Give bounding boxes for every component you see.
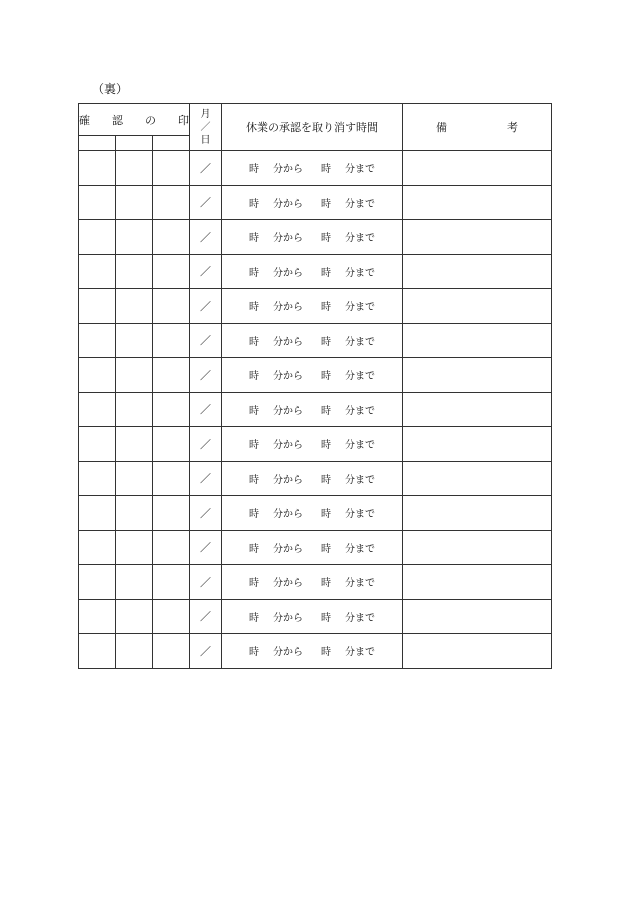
time-range-cell[interactable] — [222, 634, 403, 669]
minutes-from-label: 分から — [273, 164, 303, 176]
table-row — [79, 427, 552, 462]
hour-label: 時 — [321, 474, 331, 486]
table-row — [79, 496, 552, 531]
minutes-from-label: 分から — [273, 647, 303, 659]
seal-cell[interactable] — [116, 151, 153, 186]
hour-label: 時 — [321, 198, 331, 210]
remarks-cell[interactable] — [403, 496, 552, 531]
minutes-until-label: 分まで — [345, 336, 375, 348]
confirm-char: 認 — [112, 113, 123, 127]
time-range-cell[interactable] — [222, 151, 403, 186]
minutes-from-label: 分から — [273, 543, 303, 555]
date-cell[interactable]: ／ — [190, 185, 222, 220]
minutes-until-label: 分まで — [345, 647, 375, 659]
seal-cell[interactable] — [153, 220, 190, 255]
seal-cell[interactable] — [153, 151, 190, 186]
hour-label: 時 — [249, 578, 259, 590]
seal-cell[interactable] — [153, 496, 190, 531]
remarks-cell[interactable] — [403, 530, 552, 565]
hour-label: 時 — [249, 612, 259, 624]
time-range-cell[interactable] — [222, 599, 403, 634]
table-row — [79, 254, 552, 289]
hour-label: 時 — [249, 440, 259, 452]
minutes-from-label: 分から — [273, 267, 303, 279]
time-range-cell[interactable] — [222, 565, 403, 600]
hour-label: 時 — [249, 164, 259, 176]
seal-cell[interactable] — [116, 185, 153, 220]
header-row — [79, 104, 552, 136]
hour-label: 時 — [249, 233, 259, 245]
hour-label: 時 — [249, 267, 259, 279]
minutes-until-label: 分まで — [345, 509, 375, 521]
minutes-from-label: 分から — [273, 440, 303, 452]
time-range-cell[interactable] — [222, 358, 403, 393]
hour-label: 時 — [321, 302, 331, 314]
seal-cell[interactable] — [79, 634, 116, 669]
seal-cell[interactable] — [116, 496, 153, 531]
seal-cell[interactable] — [153, 323, 190, 358]
hour-label: 時 — [321, 164, 331, 176]
day-label: 日 — [200, 134, 211, 146]
minutes-until-label: 分まで — [345, 440, 375, 452]
minutes-from-label: 分から — [273, 302, 303, 314]
minutes-until-label: 分まで — [345, 612, 375, 624]
time-range-cell[interactable] — [222, 254, 403, 289]
hour-label: 時 — [321, 405, 331, 417]
seal-cell[interactable] — [116, 461, 153, 496]
seal-cell[interactable] — [79, 185, 116, 220]
date-cell[interactable]: ／ — [190, 461, 222, 496]
time-range-cell[interactable] — [222, 185, 403, 220]
seal-cell[interactable] — [116, 565, 153, 600]
seal-cell[interactable] — [79, 496, 116, 531]
time-range-cell[interactable] — [222, 220, 403, 255]
hour-label: 時 — [321, 440, 331, 452]
seal-cell[interactable] — [79, 461, 116, 496]
minutes-until-label: 分まで — [345, 198, 375, 210]
seal-cell[interactable] — [116, 530, 153, 565]
seal-cell[interactable] — [153, 358, 190, 393]
remarks-cell[interactable] — [403, 289, 552, 324]
hour-label: 時 — [321, 578, 331, 590]
seal-cell[interactable] — [116, 323, 153, 358]
remarks-cell[interactable] — [403, 220, 552, 255]
date-cell[interactable]: ／ — [190, 530, 222, 565]
seal-cell[interactable] — [116, 392, 153, 427]
time-range-cell[interactable] — [222, 496, 403, 531]
seal-cell[interactable] — [153, 392, 190, 427]
minutes-from-label: 分から — [273, 233, 303, 245]
seal-subheader-cell — [79, 136, 116, 151]
time-range-cell[interactable] — [222, 289, 403, 324]
minutes-from-label: 分から — [273, 405, 303, 417]
slash-label: ／ — [200, 121, 211, 133]
hour-label: 時 — [249, 302, 259, 314]
seal-cell[interactable] — [79, 392, 116, 427]
hour-label: 時 — [321, 612, 331, 624]
seal-cell[interactable] — [153, 599, 190, 634]
date-cell[interactable]: ／ — [190, 565, 222, 600]
table-row — [79, 323, 552, 358]
cancel-time-header: 休業の承認を取り消す時間 — [222, 104, 403, 151]
minutes-until-label: 分まで — [345, 233, 375, 245]
seal-cell[interactable] — [79, 289, 116, 324]
minutes-until-label: 分まで — [345, 578, 375, 590]
table-row — [79, 392, 552, 427]
remarks-cell[interactable] — [403, 599, 552, 634]
seal-subheader-cell — [116, 136, 153, 151]
remarks-cell[interactable] — [403, 358, 552, 393]
seal-cell[interactable] — [153, 461, 190, 496]
cancellation-record-table — [78, 103, 552, 669]
seal-cell[interactable] — [116, 220, 153, 255]
time-range-cell[interactable] — [222, 427, 403, 462]
table-row — [79, 565, 552, 600]
date-cell[interactable]: ／ — [190, 151, 222, 186]
seal-cell[interactable] — [153, 289, 190, 324]
table-row — [79, 220, 552, 255]
minutes-from-label: 分から — [273, 578, 303, 590]
seal-cell[interactable] — [79, 599, 116, 634]
time-range-cell[interactable] — [222, 323, 403, 358]
seal-cell[interactable] — [116, 358, 153, 393]
remarks-cell[interactable] — [403, 151, 552, 186]
seal-cell[interactable] — [79, 323, 116, 358]
seal-cell[interactable] — [116, 427, 153, 462]
hour-label: 時 — [249, 647, 259, 659]
time-range-cell[interactable] — [222, 392, 403, 427]
remarks-cell[interactable] — [403, 565, 552, 600]
seal-cell[interactable] — [153, 185, 190, 220]
minutes-from-label: 分から — [273, 371, 303, 383]
date-cell[interactable]: ／ — [190, 496, 222, 531]
table-row — [79, 634, 552, 669]
seal-cell[interactable] — [153, 254, 190, 289]
minutes-from-label: 分から — [273, 612, 303, 624]
minutes-from-label: 分から — [273, 336, 303, 348]
hour-label: 時 — [321, 509, 331, 521]
hour-label: 時 — [249, 405, 259, 417]
remarks-cell[interactable] — [403, 427, 552, 462]
seal-cell[interactable] — [79, 565, 116, 600]
seal-cell[interactable] — [79, 151, 116, 186]
confirm-seal-header — [79, 104, 190, 136]
remarks-cell[interactable] — [403, 634, 552, 669]
table-row — [79, 151, 552, 186]
minutes-until-label: 分まで — [345, 302, 375, 314]
seal-cell[interactable] — [79, 358, 116, 393]
time-range-cell[interactable] — [222, 461, 403, 496]
table-row — [79, 185, 552, 220]
remarks-cell[interactable] — [403, 323, 552, 358]
table-row — [79, 599, 552, 634]
hour-label: 時 — [321, 647, 331, 659]
date-cell[interactable]: ／ — [190, 220, 222, 255]
minutes-until-label: 分まで — [345, 543, 375, 555]
remarks-cell[interactable] — [403, 185, 552, 220]
minutes-until-label: 分まで — [345, 405, 375, 417]
seal-cell[interactable] — [153, 427, 190, 462]
minutes-from-label: 分から — [273, 509, 303, 521]
table-row — [79, 461, 552, 496]
remarks-cell[interactable] — [403, 392, 552, 427]
date-cell[interactable]: ／ — [190, 254, 222, 289]
hour-label: 時 — [321, 543, 331, 555]
date-cell[interactable]: ／ — [190, 289, 222, 324]
seal-cell[interactable] — [116, 289, 153, 324]
hour-label: 時 — [249, 198, 259, 210]
minutes-until-label: 分まで — [345, 164, 375, 176]
seal-cell[interactable] — [116, 599, 153, 634]
seal-subheader-cell — [153, 136, 190, 151]
confirm-char: 印 — [178, 113, 189, 127]
date-cell[interactable]: ／ — [190, 392, 222, 427]
hour-label: 時 — [249, 509, 259, 521]
hour-label: 時 — [321, 233, 331, 245]
date-cell[interactable]: ／ — [190, 427, 222, 462]
hour-label: 時 — [321, 336, 331, 348]
minutes-from-label: 分から — [273, 198, 303, 210]
time-range-cell[interactable] — [222, 530, 403, 565]
table-row — [79, 530, 552, 565]
month-label: 月 — [200, 108, 211, 120]
confirm-char: 確 — [79, 113, 90, 127]
date-cell[interactable]: ／ — [190, 358, 222, 393]
hour-label: 時 — [249, 371, 259, 383]
seal-cell[interactable] — [79, 530, 116, 565]
remarks-header — [403, 104, 552, 151]
date-cell[interactable]: ／ — [190, 323, 222, 358]
remarks-char: 考 — [507, 121, 518, 134]
seal-cell[interactable] — [79, 220, 116, 255]
hour-label: 時 — [321, 267, 331, 279]
confirm-char: の — [145, 113, 156, 127]
remarks-char: 備 — [436, 121, 447, 134]
seal-cell[interactable] — [116, 254, 153, 289]
minutes-until-label: 分まで — [345, 267, 375, 279]
seal-cell[interactable] — [79, 427, 116, 462]
seal-cell[interactable] — [153, 530, 190, 565]
minutes-until-label: 分まで — [345, 371, 375, 383]
date-cell[interactable]: ／ — [190, 634, 222, 669]
reverse-side-label: （裏） — [92, 82, 129, 96]
remarks-cell[interactable] — [403, 254, 552, 289]
seal-cell[interactable] — [79, 254, 116, 289]
table-row — [79, 289, 552, 324]
hour-label: 時 — [249, 543, 259, 555]
remarks-cell[interactable] — [403, 461, 552, 496]
hour-label: 時 — [249, 336, 259, 348]
seal-cell[interactable] — [116, 634, 153, 669]
minutes-from-label: 分から — [273, 474, 303, 486]
table-row — [79, 358, 552, 393]
hour-label: 時 — [321, 371, 331, 383]
seal-cell[interactable] — [153, 565, 190, 600]
minutes-until-label: 分まで — [345, 474, 375, 486]
seal-cell[interactable] — [153, 634, 190, 669]
hour-label: 時 — [249, 474, 259, 486]
month-day-header — [190, 104, 222, 151]
date-cell[interactable]: ／ — [190, 599, 222, 634]
